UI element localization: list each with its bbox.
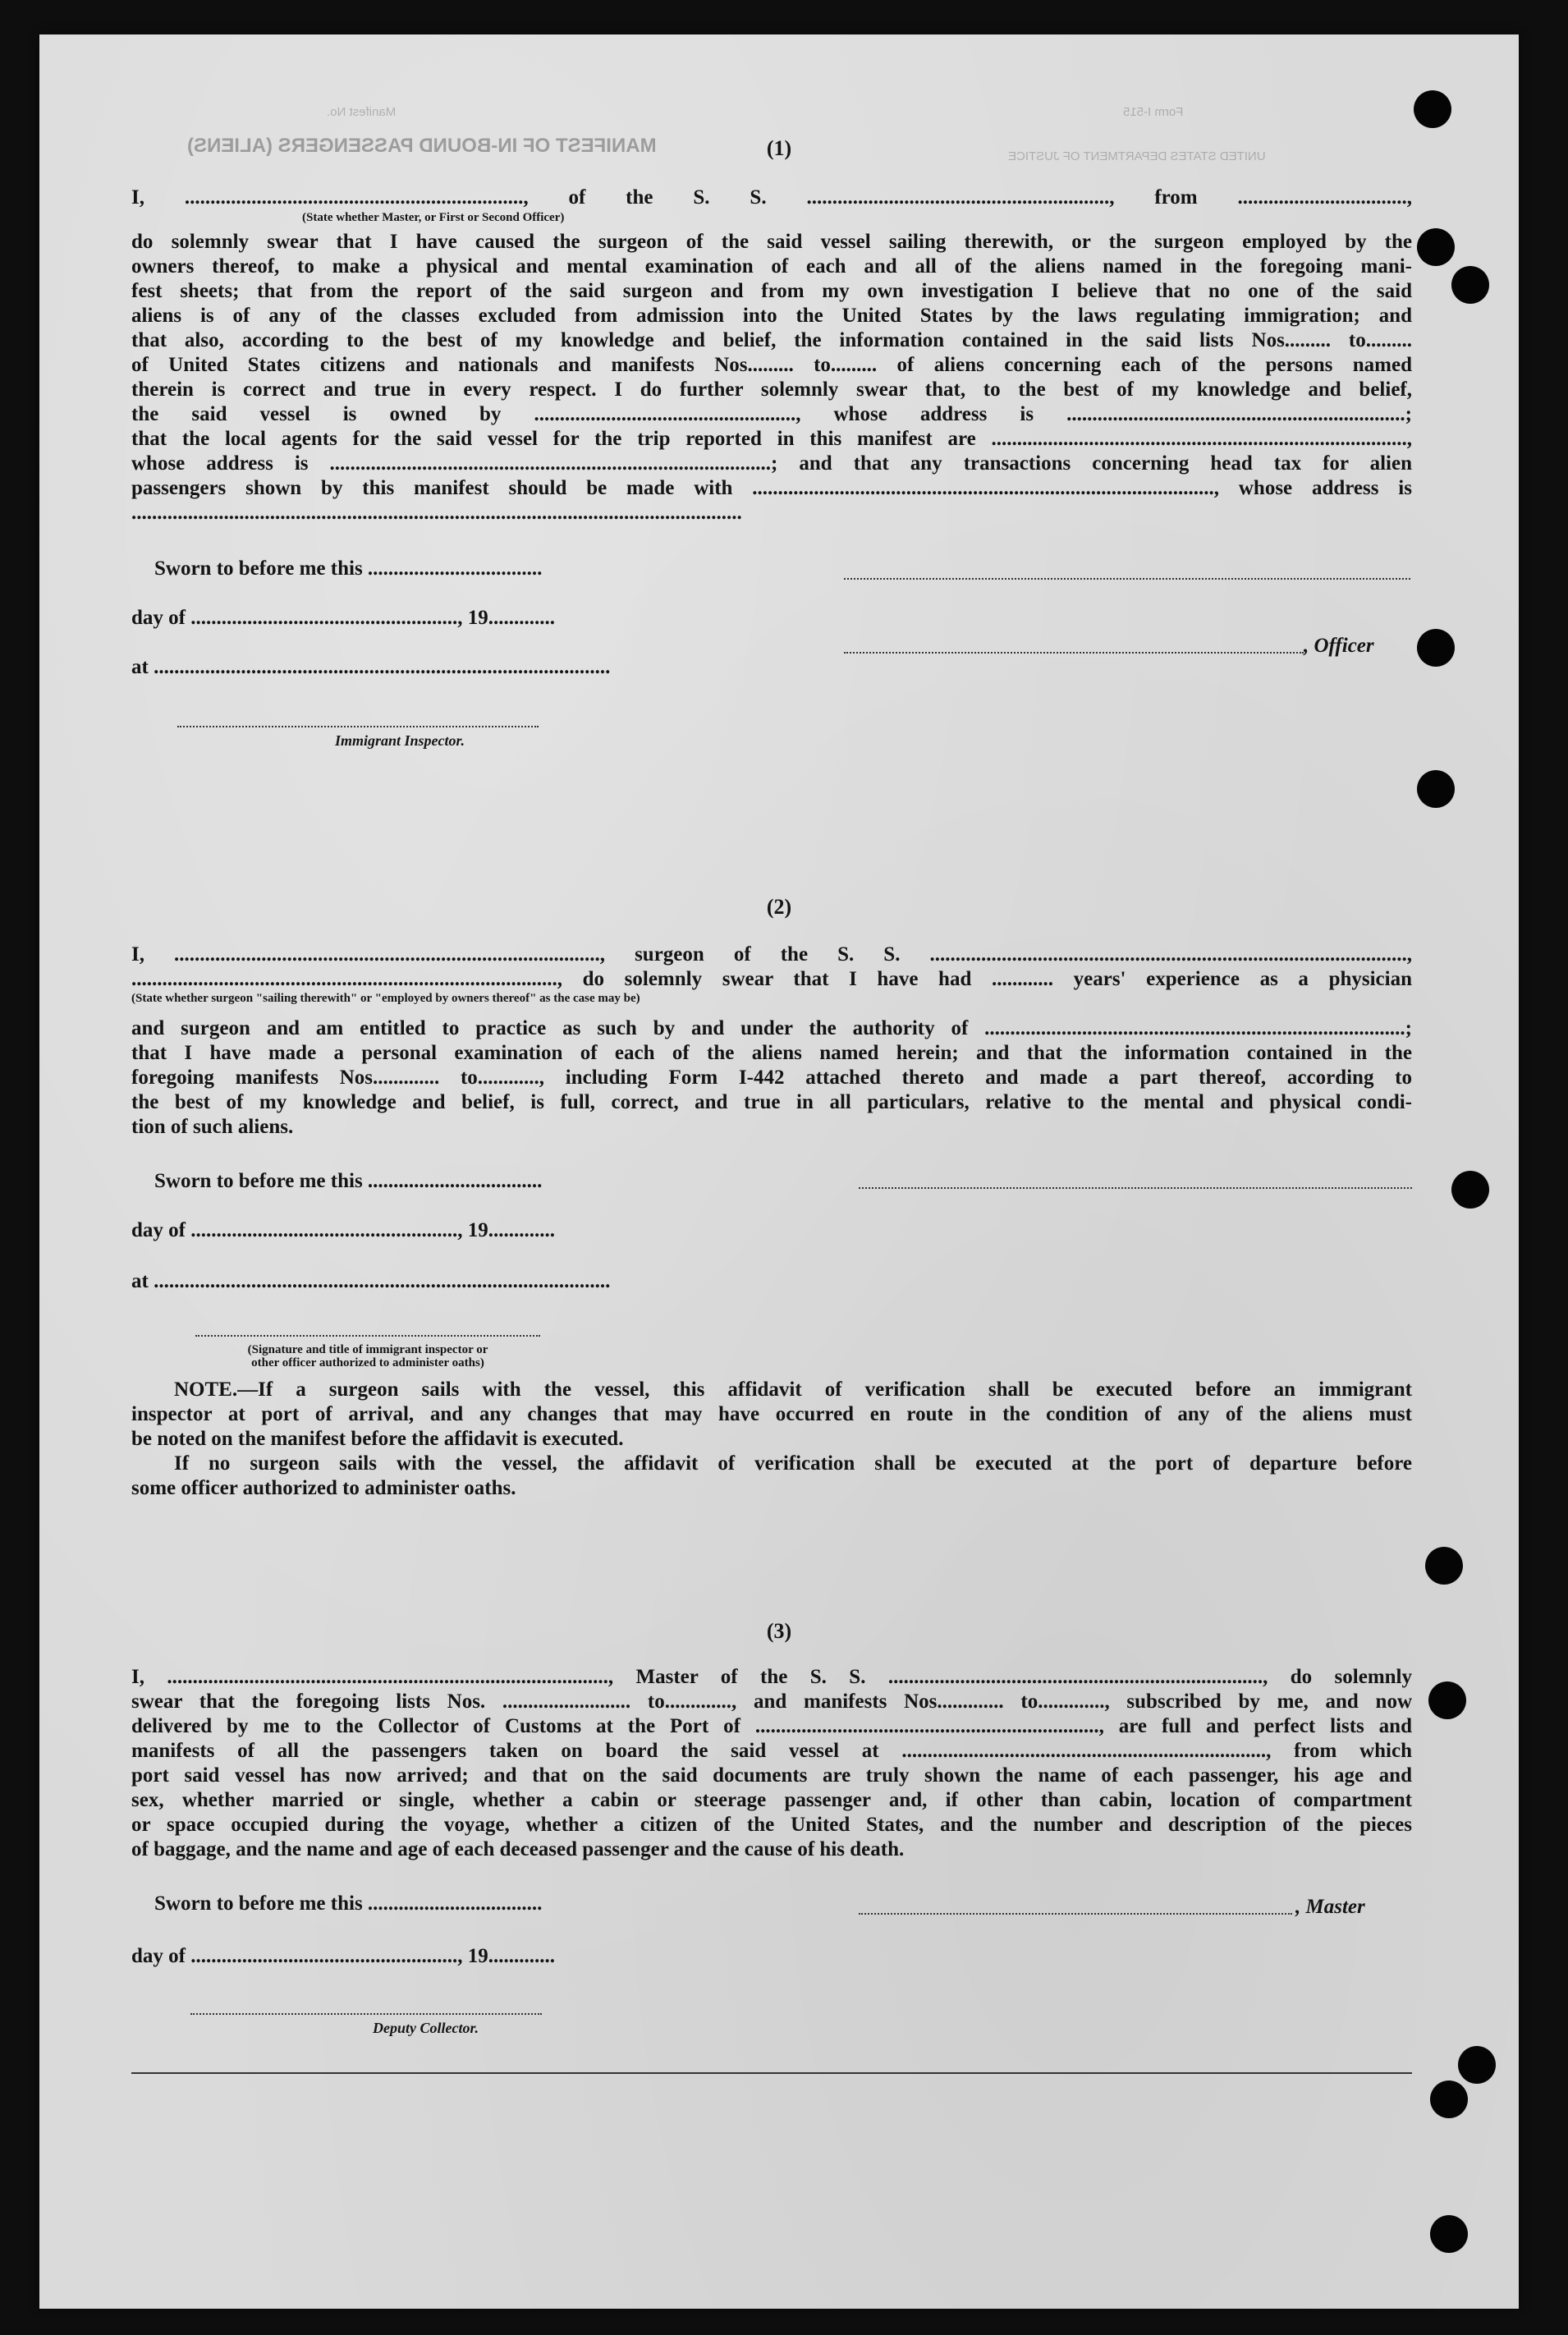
master-signature-line xyxy=(859,1913,1292,1915)
master-paragraph-line: of baggage, and the name and age of each deceased passenger and the cause of his death. xyxy=(131,1838,905,1860)
surgeon-paragraph-line: foregoing manifests Nos............. to............, including Form I-442 attached thereto and made a part thereof, according to xyxy=(131,1067,1412,1089)
oath-paragraph-line: fest sheets; that from the report of the said surgeon and from my own investigation I believe that no one of the said xyxy=(131,280,1412,302)
oath-paragraph-line: therein is correct and true in every respect. I do further solemnly swear that, to the best of my knowledge and belief, xyxy=(131,378,1412,401)
punch-hole xyxy=(1430,2215,1468,2253)
oath-paragraph-line: owners thereof, to make a physical and mental examination of each and all of the aliens named in the foregoing mani- xyxy=(131,255,1412,278)
section-2-note xyxy=(131,1378,1412,1501)
punch-hole xyxy=(1430,2080,1468,2118)
section-2-body xyxy=(131,1016,1412,1140)
oath-paragraph-line: that also, according to the best of my knowledge and belief, the information contained in the said lists Nos......... to......... xyxy=(131,329,1412,351)
at-line: at ......................................................................................... xyxy=(131,656,611,678)
show-through-title: MANIFEST OF IN-BOUND PASSENGERS (ALIENS) xyxy=(187,135,657,157)
sworn-line: Sworn to before me this .................................. xyxy=(154,557,543,580)
section-1-first-line xyxy=(131,186,1412,210)
note-line: be noted on the manifest before the affidavit is executed. xyxy=(131,1428,624,1450)
master-paragraph-line: or space occupied during the voyage, whether a citizen of the United States, and the number and description of the pieces xyxy=(131,1814,1412,1836)
surgeon-status-instruction: (State whether surgeon "sailing therewith" or "employed by owners thereof" as the case may be) xyxy=(131,992,640,1005)
punch-hole xyxy=(1417,770,1455,808)
form-page xyxy=(39,34,1519,2309)
master-paragraph-line: port said vessel has now arrived; and that on the said documents are truly shown the name of each passenger, his age and xyxy=(131,1764,1412,1787)
note-line: NOTE.—If a surgeon sails with the vessel, this affidavit of verification shall be executed before an immigrant xyxy=(174,1379,1412,1401)
master-paragraph-line: I, ......................................................................................, Master of the S. S. ........................................................................., do solemnly xyxy=(131,1666,1412,1688)
day-line: day of ...................................................., 19............. xyxy=(131,607,555,629)
master-paragraph-line: delivered by me to the Collector of Customs at the Port of ..................................................................., are full and perfect lists and xyxy=(131,1715,1412,1737)
deputy-caption: Deputy Collector. xyxy=(373,2020,479,2036)
sworn-line: Sworn to before me this .................................. xyxy=(154,1170,543,1192)
punch-hole xyxy=(1425,1547,1463,1585)
section-3-heading: (3) xyxy=(766,1619,792,1643)
punch-hole xyxy=(1458,2046,1496,2084)
oath-paragraph-line: the said vessel is owned by ..................................................., whose address is ..................................................................; xyxy=(131,403,1412,425)
surgeon-paragraph-line: tion of such aliens. xyxy=(131,1116,294,1138)
punch-hole xyxy=(1417,629,1455,667)
surgeon-paragraph-line: the best of my knowledge and belief, is full, correct, and true in all particulars, relative to the mental and physical condi- xyxy=(131,1091,1412,1113)
surgeon-paragraph-line: that I have made a personal examination of each of the aliens named herein; and that the information contained in the xyxy=(131,1042,1412,1064)
section-2-first-lines xyxy=(131,943,1412,992)
officer-signature-line-1 xyxy=(844,578,1410,580)
punch-hole xyxy=(1417,228,1455,266)
master-paragraph-line: sex, whether married or single, whether a cabin or steerage passenger and, if other than cabin, location of compartment xyxy=(131,1789,1412,1811)
show-through-form-number: Form I-515 xyxy=(1123,105,1184,119)
officer-oath-line: I, .................................................................., of the S. S. ..........................................................., from ................................., xyxy=(131,186,1412,209)
master-paragraph-line: swear that the foregoing lists Nos. ......................... to............., and manifests Nos............. to............., subscribed by me, and now xyxy=(131,1690,1412,1713)
section-2-heading: (2) xyxy=(766,895,792,919)
inspector-signature-line xyxy=(195,1335,540,1337)
oath-paragraph-line: of United States citizens and nationals and manifests Nos......... to......... of aliens concerning each of the persons named xyxy=(131,354,1412,376)
oath-paragraph-line: whose address is ......................................................................................; and that any transactions concerning head tax for alien xyxy=(131,452,1412,475)
master-caption: , Master xyxy=(1295,1896,1365,1918)
show-through-manifest-no: Manifest No. xyxy=(327,105,397,119)
bottom-rule xyxy=(131,2072,1412,2074)
at-line: at ......................................................................................... xyxy=(131,1270,611,1292)
punch-hole xyxy=(1451,266,1489,304)
oath-paragraph-line: ....................................................................................................................... xyxy=(131,502,742,524)
section-1-heading: (1) xyxy=(766,136,792,160)
day-line: day of ...................................................., 19............. xyxy=(131,1219,555,1241)
officer-title-instruction: (State whether Master, or First or Second Officer) xyxy=(302,211,565,224)
day-line: day of ...................................................., 19............. xyxy=(131,1945,555,1967)
oath-paragraph-line: do solemnly swear that I have caused the surgeon of the said vessel sailing therewith, or the surgeon employed by the xyxy=(131,231,1412,253)
surgeon-signature-line xyxy=(859,1187,1412,1189)
punch-hole xyxy=(1414,90,1451,128)
oath-paragraph-line: passengers shown by this manifest should be made with .........................................................................................., whose address is xyxy=(131,477,1412,499)
inspector-signature-line xyxy=(177,726,539,727)
inspector-caption: Immigrant Inspector. xyxy=(335,732,465,749)
officer-signature-line-2 xyxy=(844,652,1304,654)
punch-hole xyxy=(1428,1681,1466,1719)
signature-instruction: other officer authorized to administer oaths) xyxy=(251,1356,484,1369)
note-line: If no surgeon sails with the vessel, the affidavit of verification shall be executed at the port of departure before xyxy=(174,1452,1412,1475)
section-1-body xyxy=(131,230,1412,525)
officer-caption: , Officer xyxy=(1304,635,1374,657)
oath-paragraph-line: aliens is of any of the classes excluded from admission into the United States by the laws regulating immigration; and xyxy=(131,305,1412,327)
note-line: some officer authorized to administer oaths. xyxy=(131,1477,516,1499)
deputy-signature-line xyxy=(190,2013,542,2015)
master-paragraph-line: manifests of all the passengers taken on board the said vessel at ......................................................................., from which xyxy=(131,1740,1412,1762)
surgeon-oath-line: I, ..................................................................................., surgeon of the S. S. ............................................................................................., xyxy=(131,943,1412,966)
sworn-line: Sworn to before me this .................................. xyxy=(154,1892,543,1915)
signature-instruction: (Signature and title of immigrant inspector or xyxy=(247,1343,488,1356)
show-through-department: UNITED STATES DEPARTMENT OF JUSTICE xyxy=(1008,149,1266,163)
surgeon-oath-line: ..................................................................................., do solemnly swear that I have had ............ years' experience as a physician xyxy=(131,968,1412,990)
note-line: inspector at port of arrival, and any changes that may have occurred en route in the condition of any of the aliens must xyxy=(131,1403,1412,1425)
section-3-body xyxy=(131,1665,1412,1862)
surgeon-paragraph-line: and surgeon and am entitled to practice as such by and under the authority of ..................................................................................; xyxy=(131,1017,1412,1039)
punch-hole xyxy=(1451,1171,1489,1209)
oath-paragraph-line: that the local agents for the said vessel for the trip reported in this manifest are ................................................................................., xyxy=(131,428,1412,450)
